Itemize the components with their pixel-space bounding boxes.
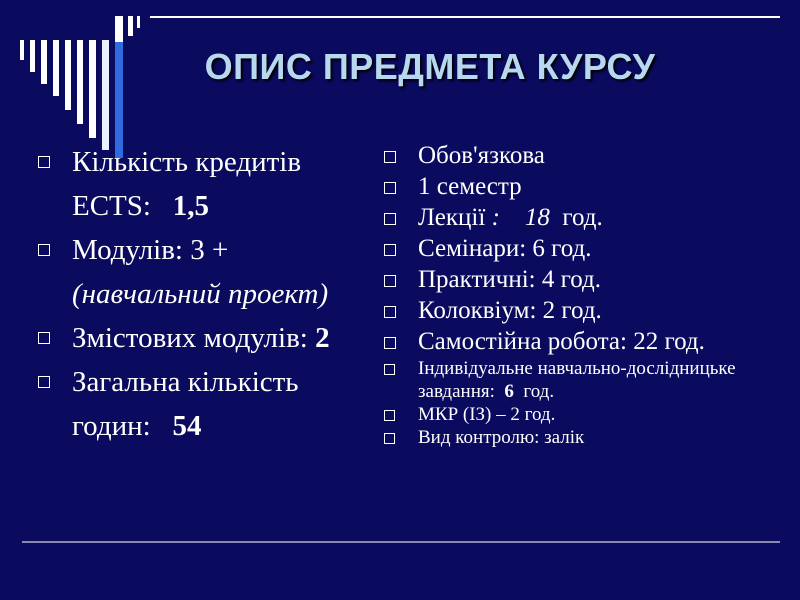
list-item-credits (34, 140, 369, 228)
list-item-mkr (380, 403, 780, 426)
square-bullet-icon (38, 332, 50, 344)
bottom-divider (22, 541, 780, 543)
item-label: Загальна кількість годин: (72, 366, 299, 442)
item-separator: : (491, 204, 500, 231)
list-item-lectures (380, 202, 780, 233)
item-text: Обов'язкова (418, 142, 545, 169)
list-item-semester (380, 171, 780, 202)
square-bullet-icon (384, 151, 396, 163)
item-text: Самостійна робота: 22 год. (418, 328, 705, 355)
right-column (380, 140, 780, 449)
item-text: Семінари: 6 год. (418, 235, 592, 262)
item-text: Вид контролю: залік (418, 427, 585, 448)
list-item-practical (380, 264, 780, 295)
square-bullet-icon (384, 410, 395, 421)
top-divider (150, 16, 780, 18)
item-label: Індивідуальне навчально-дослідницьке завдання: (418, 358, 736, 402)
list-item-modules (34, 228, 369, 316)
item-label: Кількість кредитів ECTS: (72, 146, 302, 222)
item-unit: год. (523, 381, 555, 402)
square-bullet-icon (384, 306, 396, 318)
square-bullet-icon (384, 213, 396, 225)
square-bullet-icon (384, 364, 395, 375)
item-text: Практичні: 4 год. (418, 266, 601, 293)
item-value: 18 (524, 204, 550, 231)
list-item-individual-task (380, 357, 780, 403)
item-text: 1 семестр (418, 173, 522, 200)
item-text: Колоквіум: 2 год. (418, 297, 602, 324)
left-column (34, 140, 369, 448)
decorative-stripes (0, 0, 150, 160)
item-note: (навчальний проект) (72, 278, 329, 310)
list-item-content-modules (34, 316, 369, 360)
item-value: 6 (504, 381, 514, 402)
square-bullet-icon (384, 275, 396, 287)
item-value: 1,5 (172, 190, 209, 222)
square-bullet-icon (38, 156, 50, 168)
list-item-colloquium (380, 295, 780, 326)
item-text: МКР (ІЗ) – 2 год. (418, 404, 556, 425)
item-label: Лекції (418, 204, 486, 231)
square-bullet-icon (38, 244, 50, 256)
square-bullet-icon (384, 182, 396, 194)
square-bullet-icon (38, 376, 50, 388)
list-item-mandatory (380, 140, 780, 171)
item-label: Модулів: 3 + (72, 234, 229, 266)
list-item-total-hours (34, 360, 369, 448)
item-unit: год. (562, 204, 603, 231)
square-bullet-icon (384, 433, 395, 444)
square-bullet-icon (384, 337, 396, 349)
item-label: Змістових модулів: (72, 322, 308, 354)
item-value: 2 (315, 322, 330, 354)
list-item-self-study (380, 326, 780, 357)
item-value: 54 (172, 410, 202, 442)
list-item-control-type (380, 426, 780, 449)
list-item-seminars (380, 233, 780, 264)
square-bullet-icon (384, 244, 396, 256)
slide-title: ОПИС ПРЕДМЕТА КУРСУ (204, 46, 656, 87)
